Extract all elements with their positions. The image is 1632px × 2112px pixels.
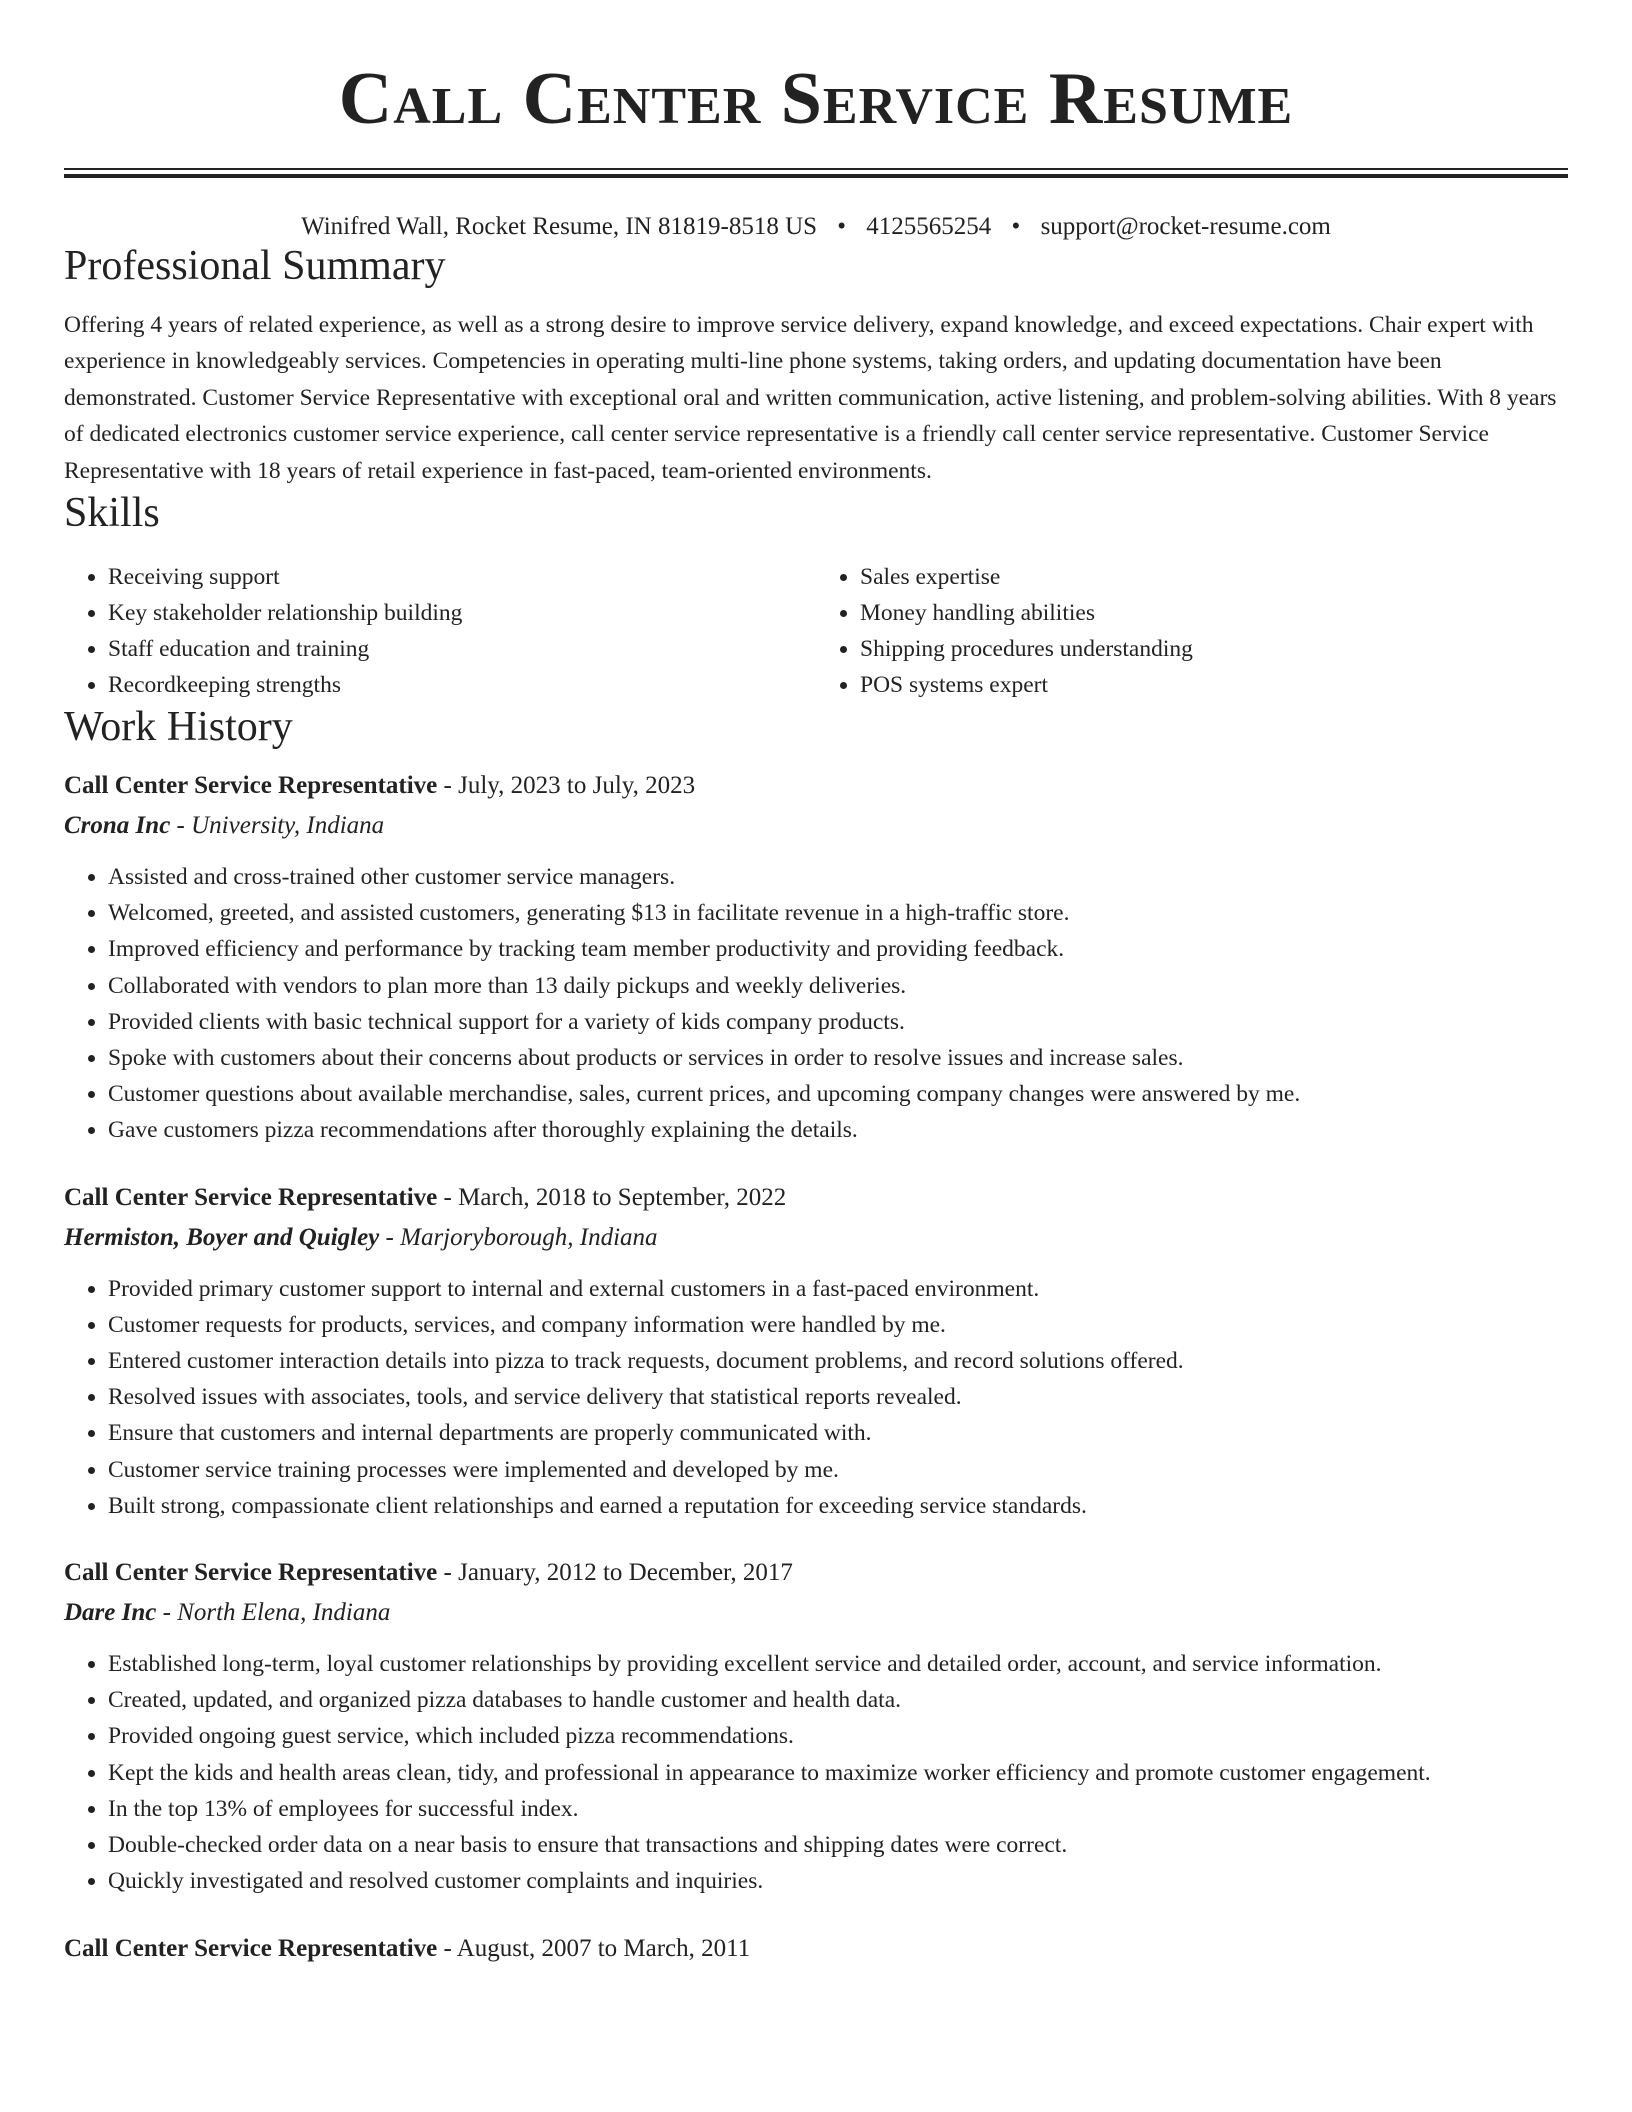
- summary-text: Offering 4 years of related experience, as well as a strong desire to improve service delivery, expand knowledge, and exceed expectations. Chair expert with experience in knowledgeably services. Competencies in operating multi-line phone systems, taking orders, and updating documentation have been demonstrated. Customer Service Representative with exceptional oral and written communication, active listening, and problem-solving abilities. With 8 years of dedicated electronics customer service experience, call center service representative is a friendly call center service representative. Customer Service Representative with 18 years of retail experience in fast-paced, team-oriented environments.: [64, 312, 1557, 484]
- job-duties: [64, 1646, 1568, 1899]
- job-header: [64, 1934, 1568, 1964]
- job-duty-item: • Customer service training processes were implemented and developed by me.: [108, 1452, 1568, 1488]
- job-duty-item: • Entered customer interaction details into pizza to track requests, document problems, and record solutions offered.: [108, 1343, 1568, 1379]
- contact-line: [64, 212, 1568, 242]
- job-duty-item: • Customer questions about available merchandise, sales, current prices, and upcoming company changes were answered by me.: [108, 1076, 1568, 1112]
- contact-email: support@rocket-resume.com: [1040, 213, 1331, 240]
- job-role: Call Center Service Representative: [64, 1183, 438, 1211]
- job-entry: [64, 1558, 1568, 1899]
- skill-item: • POS systems expert: [860, 667, 1568, 703]
- skill-item: • Key stakeholder relationship building: [108, 595, 816, 631]
- job-employer: [64, 1223, 1568, 1253]
- job-duty-item: • Quickly investigated and resolved customer complaints and inquiries.: [108, 1863, 1568, 1899]
- job-duty-item: • Customer requests for products, services, and company information were handled by me.: [108, 1307, 1568, 1343]
- job-duty-item: • Ensure that customers and internal departments are properly communicated with.: [108, 1415, 1568, 1451]
- summary-heading: Professional Summary: [64, 243, 446, 289]
- job-role: Call Center Service Representative: [64, 772, 438, 800]
- job-role: Call Center Service Representative: [64, 1559, 438, 1587]
- skills-column-right: [816, 559, 1568, 703]
- job-duty-item: • Improved efficiency and performance by tracking team member productivity and providing feedback.: [108, 931, 1568, 967]
- skills-heading: Skills: [64, 490, 160, 537]
- job-duty-item: • Kept the kids and health areas clean, tidy, and professional in appearance to maximize worker efficiency and promote customer engagement.: [108, 1755, 1568, 1791]
- job-company: Hermiston, Boyer and Quigley: [64, 1223, 380, 1251]
- skill-item: • Money handling abilities: [860, 595, 1568, 631]
- job-entry: [64, 1934, 1568, 1964]
- skill-item: • Recordkeeping strengths: [108, 667, 816, 703]
- job-dates: - January, 2012 to December, 2017: [437, 1559, 793, 1587]
- job-dates: - March, 2018 to September, 2022: [437, 1183, 787, 1211]
- job-duty-item: • Gave customers pizza recommendations after thoroughly explaining the details.: [108, 1112, 1568, 1148]
- job-dates: - July, 2023 to July, 2023: [437, 772, 696, 800]
- job-location: - Marjoryborough, Indiana: [379, 1223, 658, 1251]
- resume-title: Call Center Service Resume: [338, 58, 1294, 140]
- contact-separator: •: [837, 213, 847, 240]
- skill-item: • Sales expertise: [860, 559, 1568, 595]
- job-duty-item: • Assisted and cross-trained other customer service managers.: [108, 859, 1568, 895]
- job-dates: - August, 2007 to March, 2011: [437, 1934, 751, 1962]
- job-duty-item: • Provided clients with basic technical support for a variety of kids company products.: [108, 1004, 1568, 1040]
- job-duty-item: • Established long-term, loyal customer relationships by providing excellent service and detailed order, account, and service information.: [108, 1646, 1568, 1682]
- job-location: - University, Indiana: [170, 812, 385, 840]
- job-duty-item: • Provided primary customer support to internal and external customers in a fast-paced environment.: [108, 1271, 1568, 1307]
- job-duty-item: • Provided ongoing guest service, which included pizza recommendations.: [108, 1718, 1568, 1754]
- title-divider: [64, 168, 1568, 178]
- job-duty-item: • Collaborated with vendors to plan more than 13 daily pickups and weekly deliveries.: [108, 968, 1568, 1004]
- contact-phone: 4125565254: [866, 213, 992, 240]
- job-employer: [64, 811, 1568, 841]
- job-duty-item: • Built strong, compassionate client relationships and earned a reputation for exceeding service standards.: [108, 1488, 1568, 1524]
- skills-list: [64, 559, 1568, 703]
- job-duty-item: • Welcomed, greeted, and assisted customers, generating $13 in facilitate revenue in a high-traffic store.: [108, 895, 1568, 931]
- job-entry: [64, 771, 1568, 1149]
- job-duty-item: • In the top 13% of employees for successful index.: [108, 1791, 1568, 1827]
- job-duties: [64, 859, 1568, 1149]
- work-history-heading: Work History: [64, 704, 293, 751]
- job-duties: [64, 1271, 1568, 1524]
- contact-separator: •: [1011, 213, 1021, 240]
- job-company: Crona Inc: [64, 812, 171, 840]
- contact-address: Winifred Wall, Rocket Resume, IN 81819-8518 US: [301, 213, 818, 240]
- job-header: [64, 1183, 1568, 1213]
- job-duty-item: • Double-checked order data on a near basis to ensure that transactions and shipping dates were correct.: [108, 1827, 1568, 1863]
- job-duty-item: • Spoke with customers about their concerns about products or services in order to resolve issues and increase sales.: [108, 1040, 1568, 1076]
- skills-column-left: [64, 559, 816, 703]
- skill-item: • Shipping procedures understanding: [860, 631, 1568, 667]
- job-role: Call Center Service Representative: [64, 1934, 438, 1962]
- job-duty-item: • Created, updated, and organized pizza databases to handle customer and health data.: [108, 1682, 1568, 1718]
- job-employer: [64, 1598, 1568, 1628]
- job-company: Dare Inc: [64, 1599, 157, 1627]
- skill-item: • Receiving support: [108, 559, 816, 595]
- skill-item: • Staff education and training: [108, 631, 816, 667]
- job-location: - North Elena, Indiana: [156, 1599, 391, 1627]
- job-header: [64, 771, 1568, 801]
- job-entry: [64, 1183, 1568, 1524]
- job-duty-item: • Resolved issues with associates, tools, and service delivery that statistical reports revealed.: [108, 1379, 1568, 1415]
- job-header: [64, 1558, 1568, 1588]
